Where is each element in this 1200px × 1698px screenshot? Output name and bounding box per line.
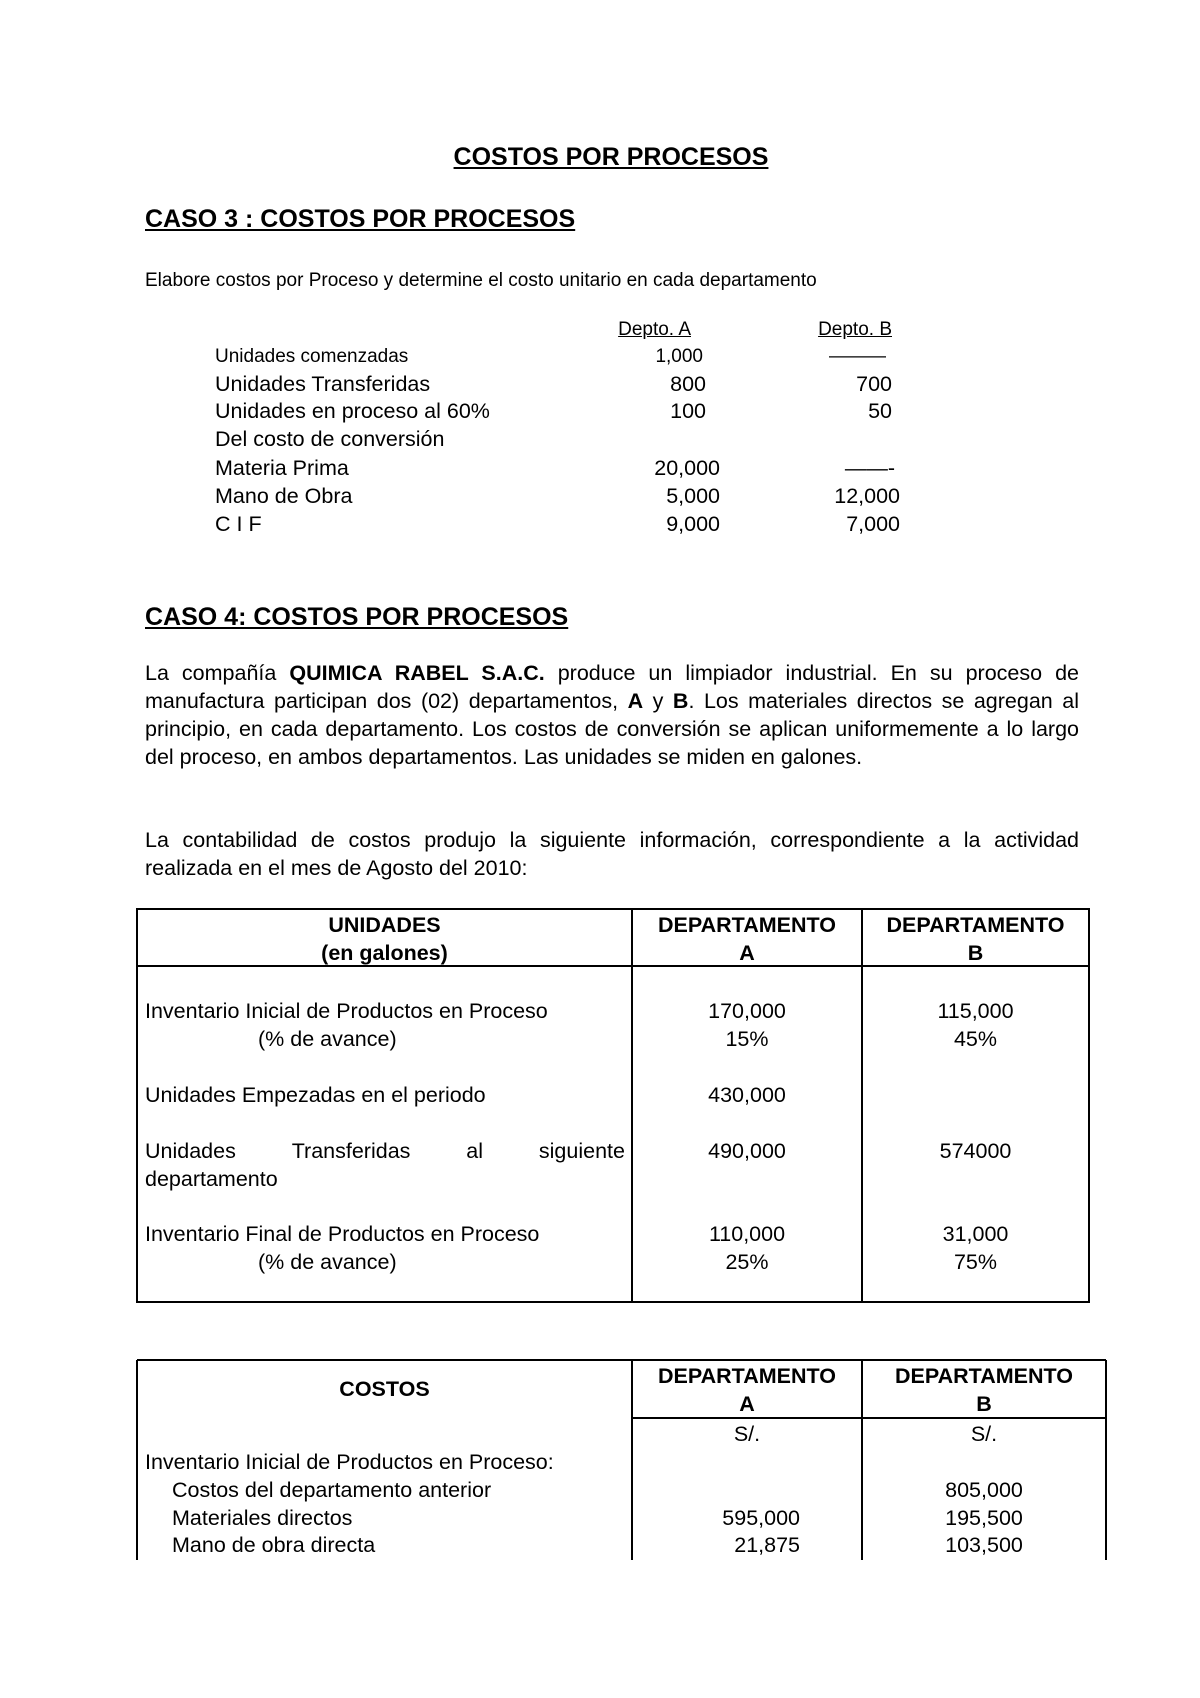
units-inv-inicial-a-pct: 15% xyxy=(725,1027,769,1051)
units-inv-final-a: 110,000 xyxy=(708,1222,786,1246)
caso3-row-label: Del costo de conversión xyxy=(215,427,445,451)
page-title: COSTOS POR PROCESOS xyxy=(453,143,769,171)
caso3-col-a: Depto. A xyxy=(618,319,691,340)
costs-row-label: Materiales directos xyxy=(172,1506,353,1530)
caso3-row-a: 100 xyxy=(670,399,706,423)
units-inv-inicial-b: 115,000 xyxy=(937,999,1014,1023)
caso3-row-label: Mano de Obra xyxy=(215,484,353,508)
caso3-row-label: Materia Prima xyxy=(215,456,349,480)
costs-row-a: 21,875 xyxy=(734,1533,800,1557)
caso3-row-a: 1,000 xyxy=(655,346,703,367)
costs-inv-inicial-label: Inventario Inicial de Productos en Proceso: xyxy=(145,1450,554,1474)
caso3-row-b: 50 xyxy=(868,399,892,423)
units-empezadas-label: Unidades Empezadas en el periodo xyxy=(145,1083,486,1107)
costs-header-1: COSTOS xyxy=(339,1377,430,1401)
units-transferidas-b: 574000 xyxy=(939,1139,1012,1163)
caso3-row-label: Unidades Transferidas xyxy=(215,372,431,396)
units-inv-inicial-pct-label: (% de avance) xyxy=(258,1027,397,1051)
units-inv-final-b: 31,000 xyxy=(942,1222,1009,1246)
units-inv-inicial-a: 170,000 xyxy=(708,999,786,1023)
caso4-paragraph-2: La contabilidad de costos produjo la siguiente información, correspondiente a la actividad realizada en el mes de Agosto del 2010: xyxy=(145,828,1079,880)
units-header-1: UNIDADES (en galones) xyxy=(321,913,448,965)
caso3-row-a: 800 xyxy=(670,372,706,396)
units-inv-final-pct-label: (% de avance) xyxy=(258,1250,397,1274)
costs-row-b: 195,500 xyxy=(945,1506,1023,1530)
costs-row-b: 805,000 xyxy=(945,1478,1023,1502)
costs-row-label: Costos del departamento anterior xyxy=(172,1478,492,1502)
units-inv-final-b-pct: 75% xyxy=(953,1250,998,1274)
caso3-row-a: 9,000 xyxy=(666,512,720,536)
units-inv-final-label: Inventario Final de Productos en Proceso xyxy=(145,1222,540,1246)
costs-row-b: 103,500 xyxy=(945,1533,1023,1557)
caso3-row-b: 700 xyxy=(856,372,892,396)
costs-currency-a: S/. xyxy=(733,1422,761,1446)
units-inv-final-a-pct: 25% xyxy=(725,1250,769,1274)
units-transferidas-label: Unidades Transferidas al siguiente xyxy=(145,1139,625,1163)
caso3-instruction: Elabore costos por Proceso y determine el costo unitario en cada departamento xyxy=(145,270,817,291)
caso3-row-label: Unidades en proceso al 60% xyxy=(215,399,490,423)
caso3-row-b: 7,000 xyxy=(846,512,900,536)
caso3-heading: CASO 3 : COSTOS POR PROCESOS xyxy=(145,205,576,233)
caso3-row-label: C I F xyxy=(215,512,262,536)
costs-header-2: DEPARTAMENTO A xyxy=(658,1364,836,1416)
caso4-paragraph-1: La compañía QUIMICA RABEL S.A.C. produce un limpiador industrial. En su proceso de manufactura participan dos (02) departamentos, A y B. Los materiales directos se agregan al principio, en cada departamento. Los costos de conversión se aplican uniformemente a lo largo del proceso, en ambos departamentos. Las unidades se miden en galones. xyxy=(145,661,1079,769)
caso3-col-b: Depto. B xyxy=(818,319,892,340)
units-transferidas-label-2: departamento xyxy=(145,1167,278,1191)
caso3-row-label: Unidades comenzadas xyxy=(215,346,409,367)
units-inv-inicial-b-pct: 45% xyxy=(953,1027,998,1051)
units-header-3: DEPARTAMENTO B xyxy=(886,913,1065,965)
units-inv-inicial-label: Inventario Inicial de Productos en Proceso xyxy=(145,999,548,1023)
caso3-row-b: ——— xyxy=(829,346,886,367)
caso3-row-b: 12,000 xyxy=(834,484,900,508)
units-header-2: DEPARTAMENTO A xyxy=(658,913,836,965)
costs-row-label: Mano de obra directa xyxy=(172,1533,376,1557)
costs-currency-b: S/. xyxy=(970,1422,998,1446)
caso3-row-a: 20,000 xyxy=(654,456,720,480)
caso3-row-a: 5,000 xyxy=(666,484,720,508)
caso4-heading: CASO 4: COSTOS POR PROCESOS xyxy=(145,603,569,631)
costs-header-3: DEPARTAMENTO B xyxy=(895,1364,1073,1416)
caso3-row-b: ——- xyxy=(844,456,895,480)
costs-row-a: 595,000 xyxy=(722,1506,800,1530)
units-transferidas-a: 490,000 xyxy=(708,1139,786,1163)
units-empezadas-a: 430,000 xyxy=(708,1083,786,1107)
